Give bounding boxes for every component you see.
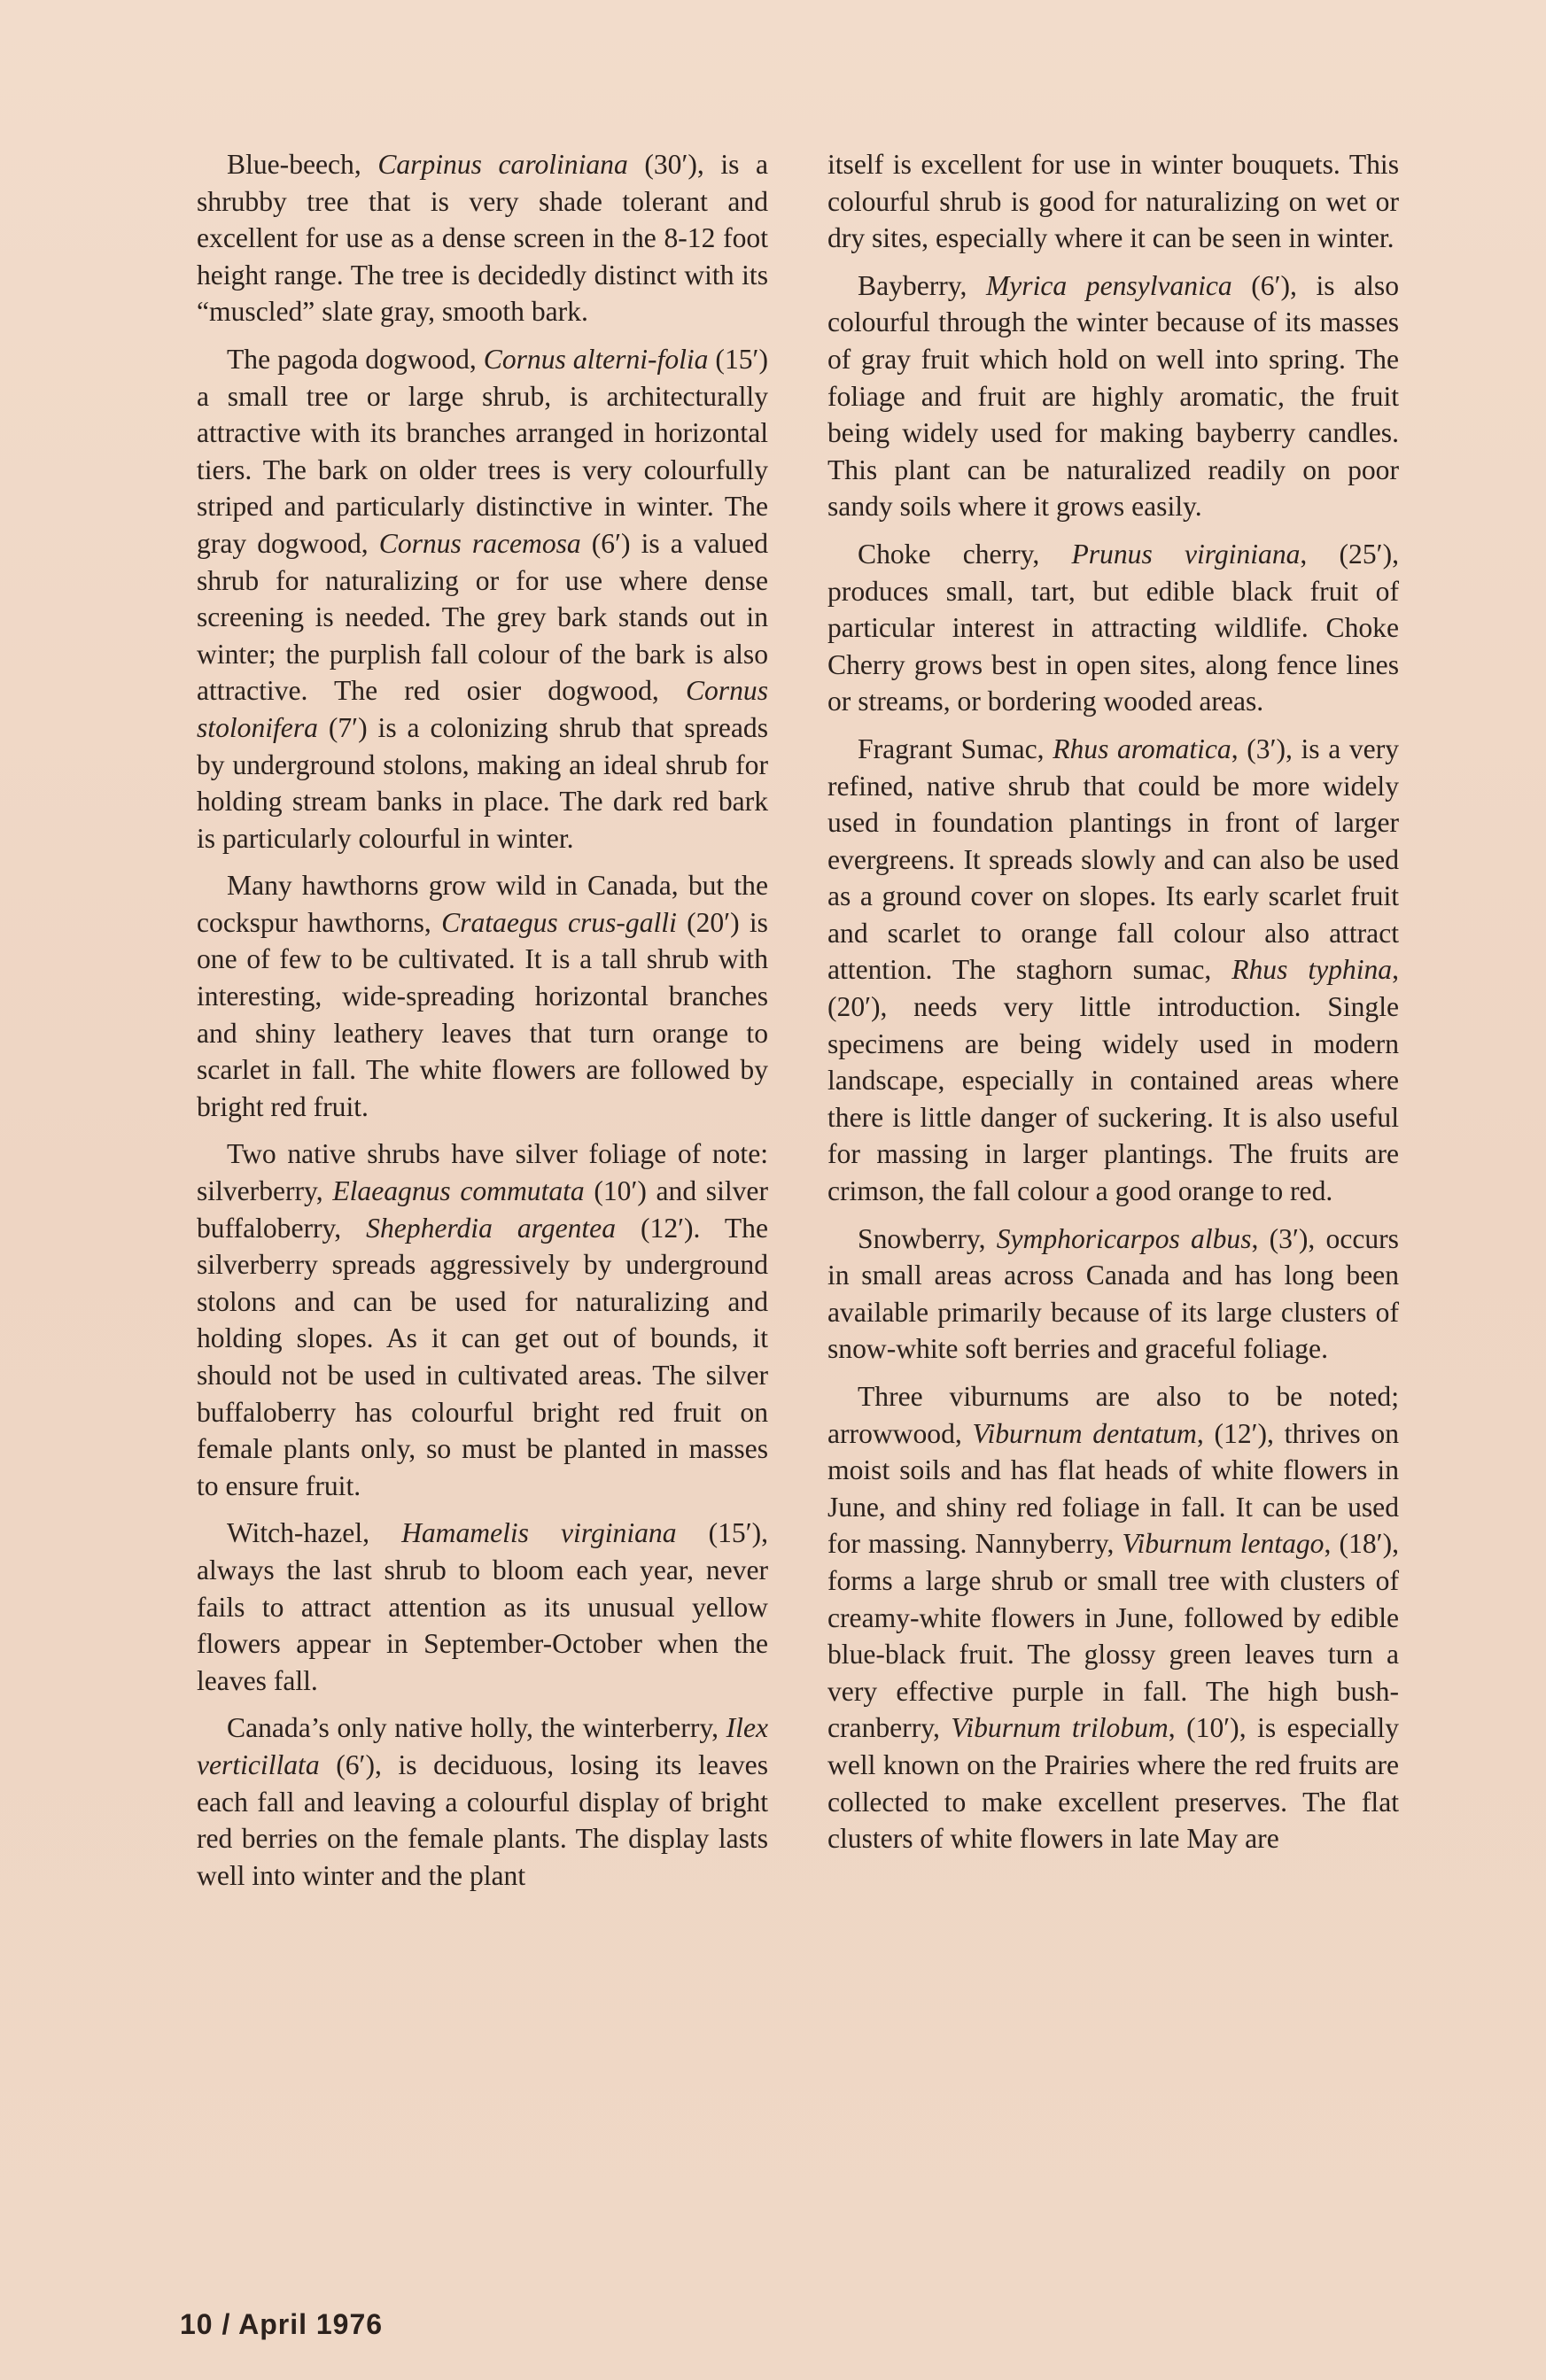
text-run: (12′). The silverberry spreads aggressively by underground stolons and can be used for naturalizing and holding slopes. As it can get out of bounds, it should not be used in cultivated areas. The silver buffaloberry has colourful bright red fruit on female plants only, so must be planted in masses to ensure fruit. bbox=[197, 1212, 768, 1501]
species-name: Crataegus crus-galli bbox=[441, 906, 677, 938]
paragraph bbox=[827, 267, 1399, 525]
species-name: Cornus racemosa bbox=[378, 527, 581, 559]
species-name: Hamamelis virginiana bbox=[401, 1517, 677, 1549]
species-name: Myrica pensylvanica bbox=[985, 269, 1232, 301]
text-run: Blue-beech, bbox=[227, 149, 378, 180]
species-name: Rhus aromatica bbox=[1053, 733, 1231, 764]
text-run: (20′) is one of few to be cultivated. It is a tall shrub with interesting, wide-spreading horizontal branches and shiny leathery leaves that turn orange to scarlet in fall. The white flowers are followed by bright red fruit. bbox=[197, 906, 768, 1122]
paragraph bbox=[197, 1136, 768, 1504]
paragraph bbox=[827, 146, 1399, 257]
paragraph bbox=[197, 867, 768, 1125]
species-name: Elaeagnus commutata bbox=[332, 1175, 585, 1207]
species-name: Cornus alterni-folia bbox=[483, 343, 709, 375]
page-footer: 10 / April 1976 bbox=[180, 2308, 384, 2340]
species-name: Viburnum dentatum bbox=[972, 1417, 1197, 1449]
paragraph bbox=[197, 1709, 768, 1894]
left-text-column bbox=[197, 146, 768, 1904]
text-run: (6′), is also colourful through the winter because of its masses of gray fruit which hold on well into spring. The foliage and fruit are highly aromatic, the fruit being widely used for making bayberry candles. This plant can be naturalized readily on poor sandy soils where it grows easily. bbox=[827, 269, 1400, 523]
text-run: (6′), is deciduous, losing its leaves each fall and leaving a colourful display of bright red berries on the female plants. The display lasts well into winter and the plant bbox=[197, 1748, 768, 1891]
text-run: Three viburnums are also to be noted; arrowwood, bbox=[827, 1381, 1399, 1449]
text-run: Fragrant Sumac, bbox=[858, 733, 1053, 764]
text-run: , (18′), forms a large shrub or small tree with clusters of creamy-white flowers in June, followed by edible blue-black fruit. The glossy green leaves turn a very effective purple in fall. The high bush-cranberry, bbox=[827, 1528, 1399, 1744]
text-run: Many hawthorns grow wild in Canada, but the cockspur hawthorns, bbox=[197, 870, 768, 938]
species-name: Rhus typhina bbox=[1231, 954, 1393, 986]
text-run: (15′) a small tree or large shrub, is architecturally attractive with its branches arranged in horizontal tiers. The bark on older trees is very colourfully striped and particularly distinctive in winter. The gray dogwood, bbox=[197, 343, 768, 559]
text-run: , (10′), is especially well known on the Prairies where the red fruits are collected to make excellent preserves. The flat clusters of white flowers in late May are bbox=[827, 1712, 1399, 1855]
right-text-column bbox=[827, 146, 1399, 1868]
text-run: Witch-hazel, bbox=[227, 1517, 402, 1549]
text-run: , (3′), is a very refined, native shrub that could be more widely used in foundation plantings in front of larger evergreens. It spreads slowly and can also be used as a ground cover on slopes. Its early scarlet fruit and scarlet to orange fall colour also attract attention. The staghorn sumac, bbox=[827, 733, 1400, 986]
paragraph bbox=[827, 1221, 1399, 1368]
species-name: Cornus stolonifera bbox=[197, 675, 768, 743]
paragraph bbox=[827, 731, 1399, 1210]
text-run: Canada’s only native holly, the winterberry, bbox=[227, 1712, 726, 1744]
text-run: The pagoda dogwood, bbox=[227, 343, 484, 375]
text-run: , (3′), occurs in small areas across Canada and has long been available primarily because of its large clusters of snow-white soft berries and graceful foliage. bbox=[827, 1222, 1399, 1365]
text-run: (10′) and silver buffaloberry, bbox=[197, 1175, 768, 1244]
text-run: Snowberry, bbox=[858, 1222, 997, 1254]
text-run: Two native shrubs have silver foliage of note: silverberry, bbox=[197, 1138, 768, 1207]
text-run: Choke cherry, bbox=[858, 538, 1072, 570]
text-run: (7′) is a colonizing shrub that spreads by underground stolons, making an ideal shrub for holding stream banks in place. The dark red bark is particularly colourful in winter. bbox=[197, 711, 768, 854]
species-name: Prunus virginiana bbox=[1071, 538, 1301, 570]
text-run: itself is excellent for use in winter bouquets. This colourful shrub is good for naturalizing on wet or dry sites, especially where it can be seen in winter. bbox=[827, 149, 1399, 254]
paragraph bbox=[827, 536, 1399, 720]
text-run: , (20′), needs very little introduction. Single specimens are being widely used in modern landscape, especially in contained areas where there is little danger of suckering. It is also useful for massing in larger plantings. The fruits are crimson, the fall colour a good orange to red. bbox=[827, 954, 1399, 1207]
species-name: Shepherdia argentea bbox=[366, 1212, 617, 1244]
text-run: , (12′), thrives on moist soils and has flat heads of white flowers in June, and shiny red foliage in fall. It can be used for massing. Nannyberry, bbox=[827, 1417, 1399, 1560]
species-name: Viburnum trilobum bbox=[951, 1712, 1169, 1744]
species-name: Ilex verticillata bbox=[197, 1712, 768, 1780]
text-run: , (25′), produces small, tart, but edible black fruit of particular interest in attracting wildlife. Choke Cherry grows best in open sites, along fence lines or streams, or bordering wooded areas. bbox=[827, 538, 1399, 717]
text-run: (30′), is a shrubby tree that is very shade tolerant and excellent for use as a dense screen in the 8-12 foot height range. The tree is decidedly distinct with its “muscled” slate gray, smooth bark. bbox=[197, 149, 768, 328]
species-name: Symphoricarpos albus bbox=[996, 1222, 1252, 1254]
paragraph bbox=[197, 146, 768, 330]
species-name: Viburnum lentago bbox=[1122, 1528, 1325, 1560]
paragraph bbox=[197, 341, 768, 857]
paragraph bbox=[197, 1515, 768, 1699]
text-run: (15′), always the last shrub to bloom each year, never fails to attract attention as its unusual yellow flowers appear in September-October when the leaves fall. bbox=[197, 1517, 769, 1696]
text-run: Bayberry, bbox=[858, 269, 986, 301]
species-name: Carpinus caroliniana bbox=[377, 149, 628, 180]
paragraph bbox=[827, 1378, 1399, 1857]
text-run: (6′) is a valued shrub for naturalizing or for use where dense screening is needed. The grey bark stands out in winter; the purplish fall colour of the bark is also attractive. The red osier dogwood, bbox=[197, 527, 768, 707]
